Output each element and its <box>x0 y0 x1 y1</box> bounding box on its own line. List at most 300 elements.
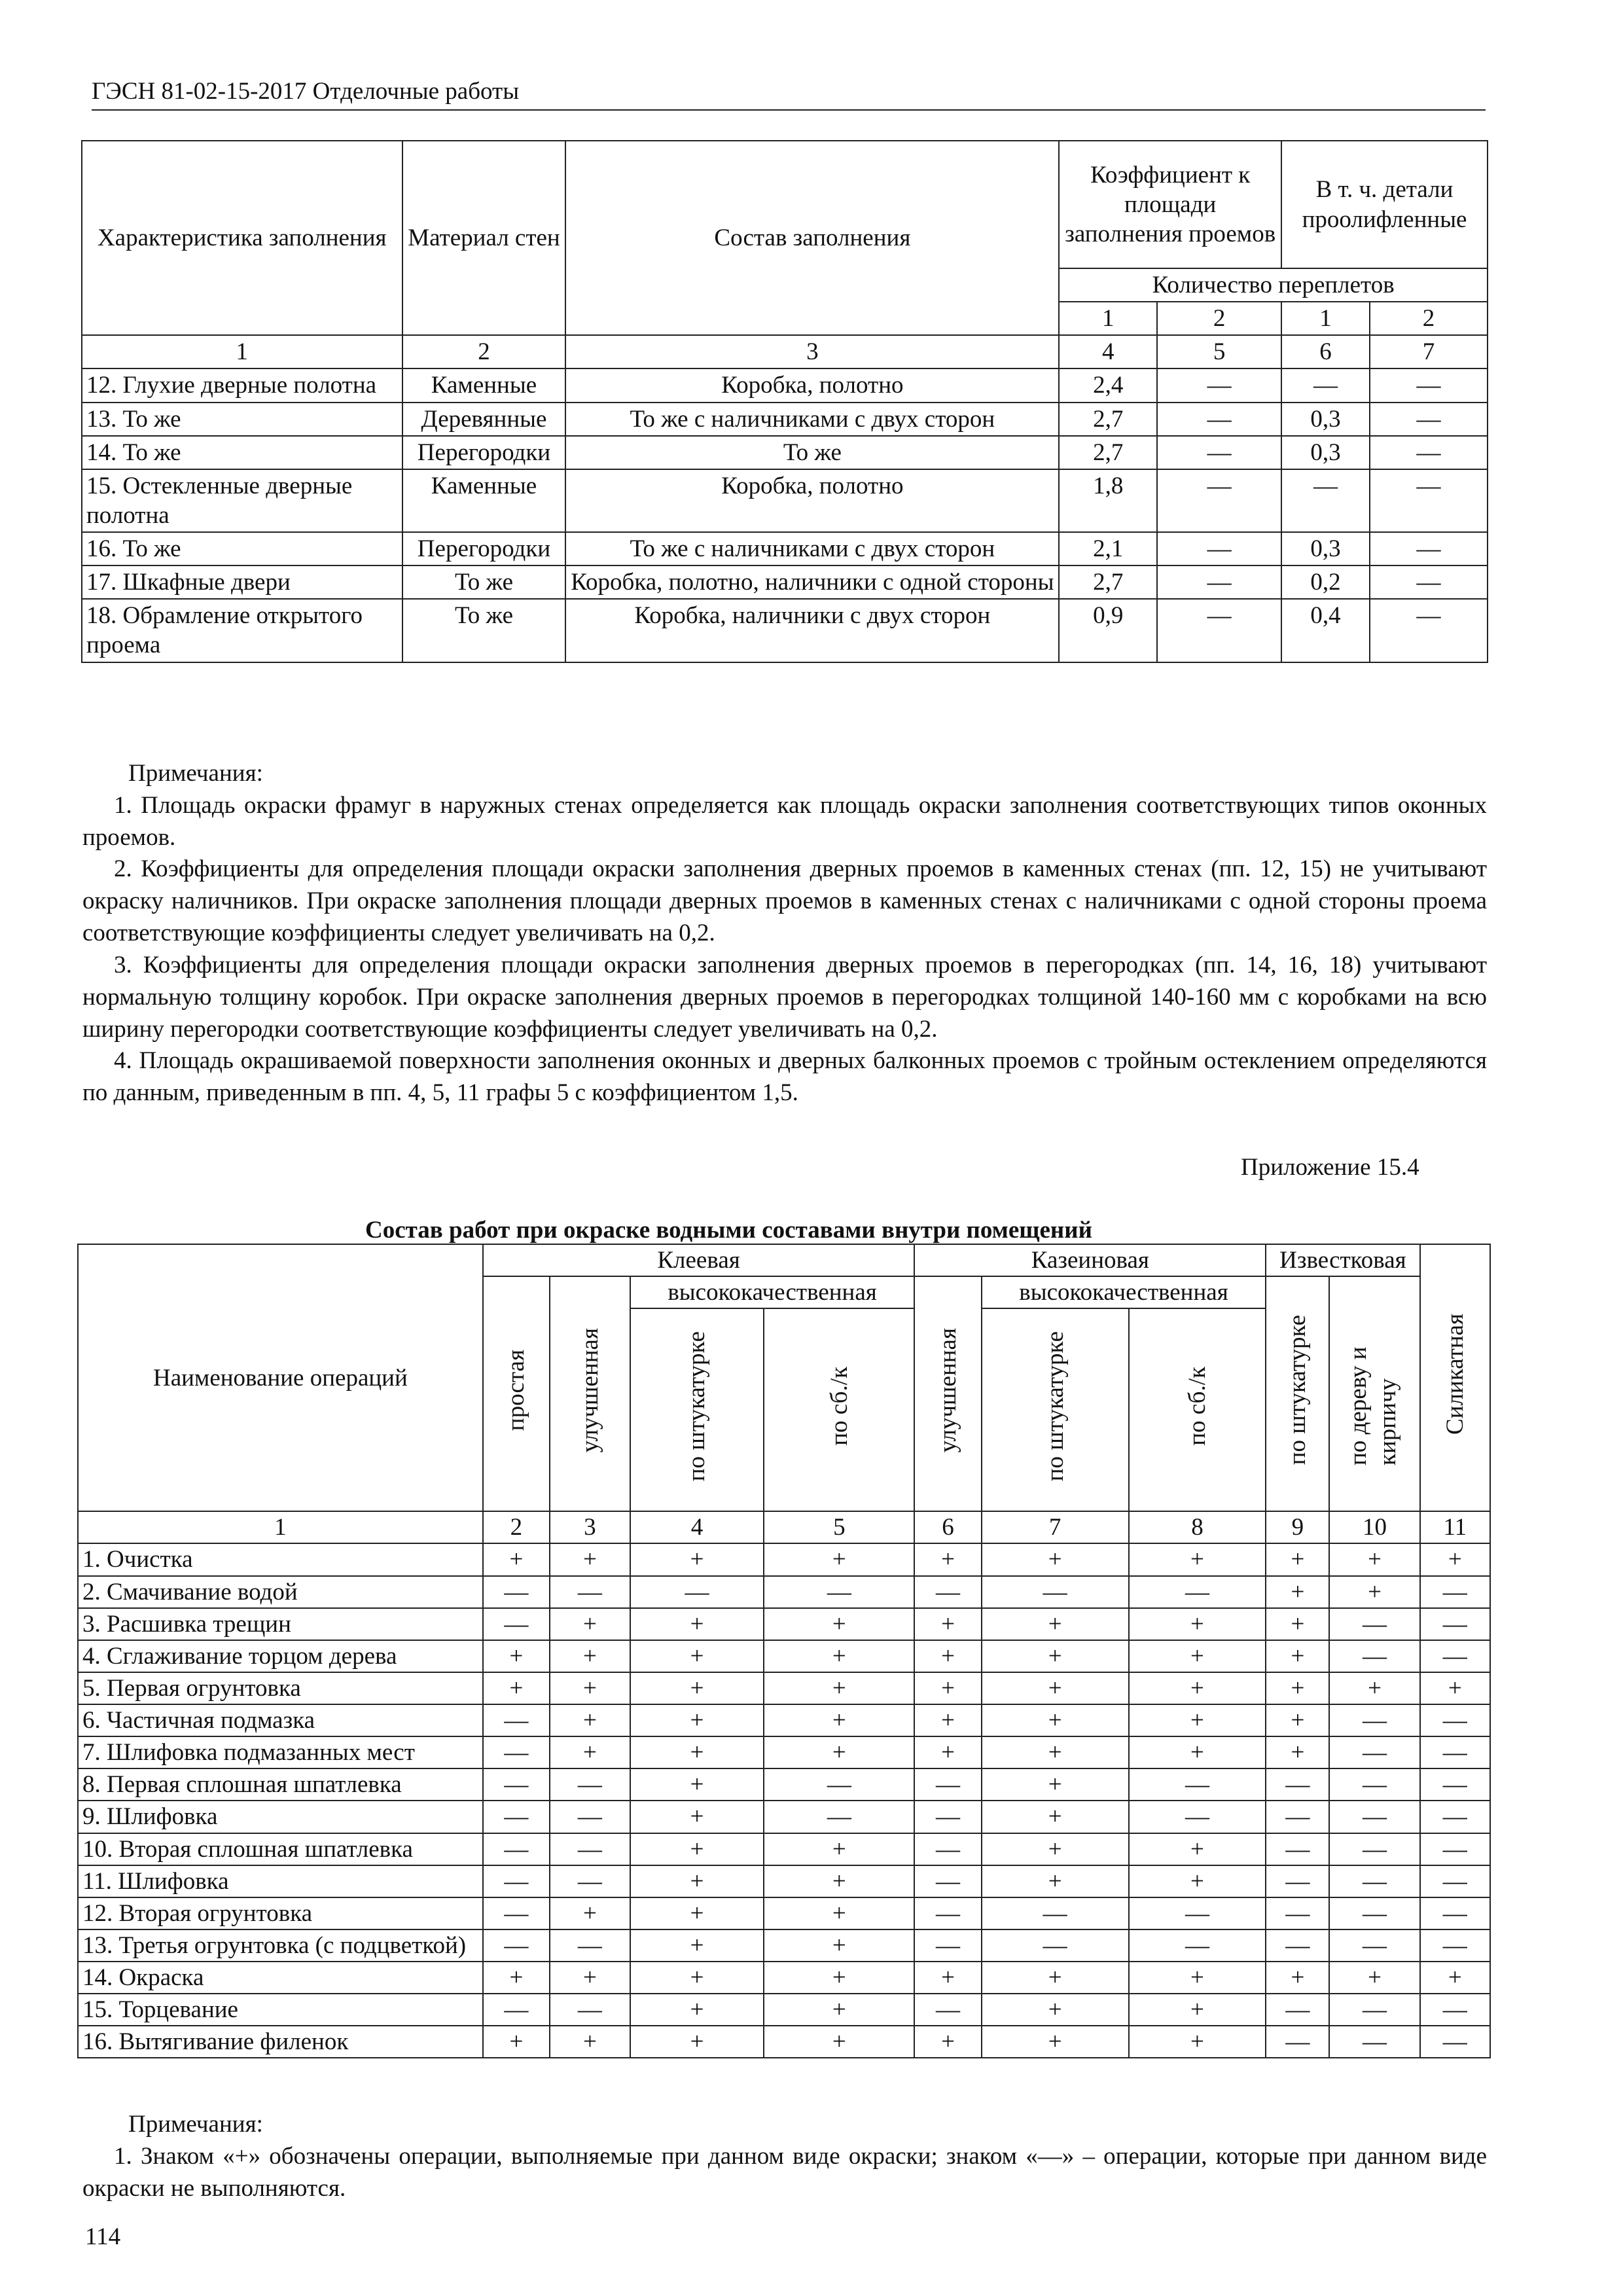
column-number: 2 <box>483 1511 550 1543</box>
operation-mark: — <box>1329 1994 1419 2026</box>
row-composition: Коробка, полотно <box>565 368 1059 402</box>
column-number: 11 <box>1420 1511 1490 1543</box>
operation-mark: — <box>914 1768 981 1801</box>
column-number: 9 <box>1266 1511 1329 1543</box>
operation-mark: + <box>550 1640 630 1672</box>
row-oiled-2: — <box>1370 403 1488 436</box>
operation-mark: + <box>982 1608 1129 1640</box>
operation-mark: — <box>550 1801 630 1833</box>
col-header-casein-improved: улучшенная <box>914 1276 981 1511</box>
row-coef-2: — <box>1157 436 1281 469</box>
row-oiled-1: 0,3 <box>1281 403 1370 436</box>
operation-mark: — <box>1329 1801 1419 1833</box>
operation-mark: — <box>1329 1897 1419 1929</box>
operation-mark: — <box>914 1576 981 1608</box>
operation-mark: — <box>914 1897 981 1929</box>
column-number: 4 <box>630 1511 764 1543</box>
row-coef-2: — <box>1157 565 1281 599</box>
sub-header: 1 <box>1059 302 1157 335</box>
operation-mark: + <box>982 1833 1129 1865</box>
column-number: 1 <box>82 335 402 368</box>
operation-mark: — <box>764 1576 914 1608</box>
operation-mark: — <box>914 1929 981 1962</box>
table-row <box>82 368 1488 402</box>
page-number: 114 <box>85 2223 121 2250</box>
table-row <box>78 1608 1490 1640</box>
row-oiled-2: — <box>1370 532 1488 565</box>
operation-name: 15. Торцевание <box>78 1994 483 2026</box>
operation-mark: — <box>1420 1801 1490 1833</box>
row-material: То же <box>402 599 566 662</box>
operation-mark: + <box>1129 1640 1266 1672</box>
coefficients-table <box>81 140 1488 663</box>
note-item: 3. Коэффициенты для определения площади окраски заполнения дверных проемов в перегородках (пп. 14, 16, 18) учитывают нормальную толщину коробок. При окраске заполнения дверных проемов в перегородках толщиной 140-160 мм с коробками на всю ширину перегородки соответствующие коэффициенты следует увеличивать на 0,2. <box>82 951 1487 1043</box>
operation-mark: — <box>1266 1865 1329 1897</box>
operation-name: 8. Первая сплошная шпатлевка <box>78 1768 483 1801</box>
column-number: 10 <box>1329 1511 1419 1543</box>
operation-mark: + <box>550 2026 630 2058</box>
operation-mark: + <box>1129 1736 1266 1768</box>
column-number: 7 <box>1370 335 1488 368</box>
row-oiled-2: — <box>1370 368 1488 402</box>
notes-title: Примечания: <box>128 760 263 787</box>
operation-mark: — <box>1420 1865 1490 1897</box>
operation-mark: — <box>1420 1640 1490 1672</box>
operation-mark: + <box>483 1640 550 1672</box>
operation-name: 14. Окраска <box>78 1962 483 1994</box>
operation-mark: — <box>483 1736 550 1768</box>
operation-name: 11. Шлифовка <box>78 1865 483 1897</box>
operation-mark: + <box>550 1543 630 1575</box>
row-name: 18. Обрамление открытого проема <box>82 599 402 662</box>
row-composition: Коробка, полотно <box>565 469 1059 532</box>
column-number: 8 <box>1129 1511 1266 1543</box>
operation-mark: + <box>630 1608 764 1640</box>
operation-mark: + <box>982 1543 1129 1575</box>
operation-mark: + <box>914 1640 981 1672</box>
col-header-casein-hq: высококачественная <box>982 1276 1266 1308</box>
operation-mark: — <box>1420 1929 1490 1962</box>
operation-name: 4. Сглаживание торцом дерева <box>78 1640 483 1672</box>
operation-mark: + <box>630 2026 764 2058</box>
operation-mark: + <box>982 2026 1129 2058</box>
row-coef-1: 2,4 <box>1059 368 1157 402</box>
row-oiled-1: 0,2 <box>1281 565 1370 599</box>
note-item: 2. Коэффициенты для определения площади окраски заполнения дверных проемов в каменных стенах (пп. 12, 15) не учитывают окраску наличников. При окраске заполнения площади дверных проемов в каменных стенах с наличниками с одной стороны проема соответствующие коэффициенты следует увеличивать на 0,2. <box>82 855 1487 947</box>
operation-mark: + <box>1329 1576 1419 1608</box>
table-row <box>78 1736 1490 1768</box>
operation-mark: + <box>550 1608 630 1640</box>
operation-mark: + <box>483 2026 550 2058</box>
operation-mark: + <box>914 1672 981 1704</box>
row-composition: То же с наличниками с двух сторон <box>565 403 1059 436</box>
page-header: ГЭСН 81-02-15-2017 Отделочные работы <box>92 77 1486 111</box>
operation-mark: + <box>914 1962 981 1994</box>
row-material: Деревянные <box>402 403 566 436</box>
operation-mark: — <box>1329 1768 1419 1801</box>
operation-mark: + <box>764 1736 914 1768</box>
col-header-casein: Казеиновая <box>914 1244 1266 1276</box>
operation-name: 2. Смачивание водой <box>78 1576 483 1608</box>
operation-mark: + <box>764 1897 914 1929</box>
column-number: 3 <box>550 1511 630 1543</box>
operation-mark: + <box>1266 1608 1329 1640</box>
table-row <box>82 565 1488 599</box>
row-composition: То же <box>565 436 1059 469</box>
operation-mark: + <box>982 1994 1129 2026</box>
operation-mark: — <box>483 1801 550 1833</box>
operation-mark: — <box>483 1929 550 1962</box>
operation-mark: + <box>1129 2026 1266 2058</box>
col-header-material: Материал стен <box>402 141 566 335</box>
operation-mark: + <box>764 1833 914 1865</box>
col-header-lime: Известковая <box>1266 1244 1419 1276</box>
operation-mark: — <box>1329 2026 1419 2058</box>
operation-mark: + <box>764 1865 914 1897</box>
operation-mark: + <box>914 1704 981 1736</box>
operation-name: 7. Шлифовка подмазанных мест <box>78 1736 483 1768</box>
operation-mark: + <box>630 1640 764 1672</box>
col-header-glue-prefab: по сб./к <box>764 1308 914 1511</box>
table-row <box>82 403 1488 436</box>
table-row <box>82 532 1488 565</box>
operation-mark: — <box>1329 1865 1419 1897</box>
operation-mark: + <box>764 1640 914 1672</box>
operation-mark: + <box>630 1865 764 1897</box>
operation-name: 1. Очистка <box>78 1543 483 1575</box>
operation-mark: — <box>1266 1801 1329 1833</box>
operation-mark: — <box>914 1994 981 2026</box>
sub-header: 1 <box>1281 302 1370 335</box>
row-oiled-1: 0,3 <box>1281 436 1370 469</box>
table-row <box>78 1801 1490 1833</box>
col-header-casein-plaster: по штукатурке <box>982 1308 1129 1511</box>
operation-mark: + <box>982 1736 1129 1768</box>
operation-mark: + <box>630 1994 764 2026</box>
column-number: 1 <box>78 1511 483 1543</box>
operation-mark: + <box>1329 1672 1419 1704</box>
operation-mark: — <box>1129 1576 1266 1608</box>
note-item: 1. Площадь окраски фрамуг в наружных стенах определяется как площадь окраски заполнения соответствующих типов оконных проемов. <box>82 791 1487 851</box>
column-number: 2 <box>402 335 566 368</box>
operation-mark: + <box>982 1865 1129 1897</box>
operation-mark: + <box>483 1962 550 1994</box>
operation-mark: — <box>630 1576 764 1608</box>
row-coef-1: 2,7 <box>1059 436 1157 469</box>
operation-mark: + <box>1129 1704 1266 1736</box>
operation-mark: — <box>1329 1736 1419 1768</box>
operation-mark: — <box>1420 1833 1490 1865</box>
operation-name: 9. Шлифовка <box>78 1801 483 1833</box>
notes-block-1 <box>82 758 1487 1109</box>
operation-mark: — <box>483 1897 550 1929</box>
operation-mark: — <box>1266 2026 1329 2058</box>
operation-mark: + <box>764 1704 914 1736</box>
notes-block-2 <box>82 2109 1487 2204</box>
operation-mark: — <box>1420 1704 1490 1736</box>
operation-name: 6. Частичная подмазка <box>78 1704 483 1736</box>
row-coef-1: 0,9 <box>1059 599 1157 662</box>
col-header-casein-prefab: по сб./к <box>1129 1308 1266 1511</box>
col-header-frames-count: Количество переплетов <box>1059 268 1488 302</box>
col-header-lime-plaster: по штукатурке <box>1266 1276 1329 1511</box>
table-row <box>78 1704 1490 1736</box>
row-name: 13. То же <box>82 403 402 436</box>
operation-mark: + <box>914 1736 981 1768</box>
col-header-operations: Наименование операций <box>78 1244 483 1511</box>
operation-mark: + <box>914 2026 981 2058</box>
operation-mark: — <box>483 1576 550 1608</box>
col-header-characteristic: Характеристика заполнения <box>82 141 402 335</box>
operation-mark: + <box>630 1672 764 1704</box>
operation-mark: + <box>982 1704 1129 1736</box>
operation-mark: — <box>483 1768 550 1801</box>
col-header-coefficient: Коэффициент к площади заполнения проемов <box>1059 141 1281 268</box>
row-material: Каменные <box>402 368 566 402</box>
operation-name: 5. Первая огрунтовка <box>78 1672 483 1704</box>
note-item: 1. Знаком «+» обозначены операции, выполняемые при данном виде окраски; знаком «—» – операции, которые при данном виде окраски не выполняются. <box>82 2142 1487 2202</box>
operation-mark: + <box>764 1929 914 1962</box>
operation-mark: — <box>1266 1929 1329 1962</box>
row-name: 15. Остекленные дверные полотна <box>82 469 402 532</box>
operation-mark: + <box>1266 1704 1329 1736</box>
operation-mark: — <box>550 1865 630 1897</box>
operation-mark: — <box>982 1897 1129 1929</box>
operation-mark: + <box>550 1672 630 1704</box>
operation-mark: — <box>1129 1801 1266 1833</box>
operation-mark: — <box>1420 2026 1490 2058</box>
operation-mark: + <box>630 1929 764 1962</box>
operation-mark: — <box>982 1576 1129 1608</box>
operation-mark: + <box>1129 1994 1266 2026</box>
row-material: Каменные <box>402 469 566 532</box>
operation-mark: + <box>764 1962 914 1994</box>
col-header-oiled-parts: В т. ч. детали проолифленные <box>1281 141 1488 268</box>
operation-mark: — <box>483 1833 550 1865</box>
operation-mark: — <box>483 1865 550 1897</box>
operation-mark: — <box>1329 1929 1419 1962</box>
column-number: 6 <box>1281 335 1370 368</box>
row-coef-2: — <box>1157 368 1281 402</box>
operation-mark: + <box>630 1897 764 1929</box>
row-coef-2: — <box>1157 599 1281 662</box>
table-row <box>78 1672 1490 1704</box>
row-coef-1: 2,1 <box>1059 532 1157 565</box>
operation-mark: — <box>1266 1768 1329 1801</box>
operation-mark: + <box>914 1543 981 1575</box>
operation-mark: — <box>550 1994 630 2026</box>
operation-mark: + <box>630 1768 764 1801</box>
operation-mark: — <box>1329 1608 1419 1640</box>
operation-name: 3. Расшивка трещин <box>78 1608 483 1640</box>
table-title: Состав работ при окраске водными составами внутри помещений <box>365 1217 1092 1244</box>
table-row <box>78 1994 1490 2026</box>
operation-mark: + <box>1420 1672 1490 1704</box>
operation-mark: + <box>764 1543 914 1575</box>
operation-mark: + <box>1129 1608 1266 1640</box>
operation-mark: + <box>764 1608 914 1640</box>
operation-mark: — <box>1420 1897 1490 1929</box>
table-row <box>78 1929 1490 1962</box>
operation-mark: + <box>630 1833 764 1865</box>
row-material: Перегородки <box>402 436 566 469</box>
operation-mark: + <box>550 1736 630 1768</box>
operation-mark: — <box>1129 1897 1266 1929</box>
operation-mark: — <box>914 1865 981 1897</box>
column-number: 7 <box>982 1511 1129 1543</box>
operation-mark: — <box>1266 1897 1329 1929</box>
row-name: 14. То же <box>82 436 402 469</box>
row-oiled-2: — <box>1370 565 1488 599</box>
col-header-composition: Состав заполнения <box>565 141 1059 335</box>
table-row <box>78 2026 1490 2058</box>
row-oiled-1: — <box>1281 469 1370 532</box>
operations-table <box>77 1244 1491 2058</box>
operation-mark: + <box>483 1543 550 1575</box>
operation-mark: + <box>982 1672 1129 1704</box>
row-oiled-2: — <box>1370 469 1488 532</box>
table-row <box>82 599 1488 662</box>
row-name: 17. Шкафные двери <box>82 565 402 599</box>
operation-mark: — <box>914 1833 981 1865</box>
col-header-glue: Клеевая <box>483 1244 915 1276</box>
table-row <box>82 469 1488 532</box>
table-row <box>78 1768 1490 1801</box>
operation-mark: + <box>1266 1576 1329 1608</box>
operation-mark: — <box>1329 1704 1419 1736</box>
table-row <box>78 1576 1490 1608</box>
operation-mark: + <box>764 2026 914 2058</box>
operation-mark: + <box>1266 1736 1329 1768</box>
operation-mark: + <box>914 1608 981 1640</box>
row-coef-2: — <box>1157 469 1281 532</box>
notes-title: Примечания: <box>128 2111 263 2138</box>
operation-mark: — <box>764 1801 914 1833</box>
operation-mark: — <box>1329 1833 1419 1865</box>
operation-mark: + <box>982 1640 1129 1672</box>
operation-mark: + <box>1420 1962 1490 1994</box>
row-material: То же <box>402 565 566 599</box>
table-row <box>78 1833 1490 1865</box>
operation-mark: + <box>483 1672 550 1704</box>
table-row <box>82 436 1488 469</box>
operation-mark: + <box>1266 1640 1329 1672</box>
row-coef-2: — <box>1157 532 1281 565</box>
operation-mark: + <box>630 1736 764 1768</box>
operation-mark: + <box>982 1962 1129 1994</box>
operation-mark: + <box>1266 1543 1329 1575</box>
row-oiled-1: — <box>1281 368 1370 402</box>
operation-mark: — <box>1420 1768 1490 1801</box>
operation-mark: — <box>550 1929 630 1962</box>
operation-mark: — <box>1329 1640 1419 1672</box>
operation-mark: — <box>1420 1994 1490 2026</box>
operation-mark: + <box>550 1704 630 1736</box>
operation-mark: + <box>764 1994 914 2026</box>
operation-mark: + <box>1129 1865 1266 1897</box>
table-row <box>78 1897 1490 1929</box>
operation-mark: — <box>1420 1608 1490 1640</box>
column-number: 5 <box>1157 335 1281 368</box>
operation-mark: + <box>1329 1543 1419 1575</box>
row-coef-1: 1,8 <box>1059 469 1157 532</box>
operation-mark: + <box>1129 1672 1266 1704</box>
operation-name: 13. Третья огрунтовка (с подцветкой) <box>78 1929 483 1962</box>
appendix-label: Приложение 15.4 <box>1241 1154 1419 1181</box>
col-header-glue-improved: улучшенная <box>550 1276 630 1511</box>
operation-mark: + <box>982 1768 1129 1801</box>
operation-mark: — <box>483 1608 550 1640</box>
row-name: 12. Глухие дверные полотна <box>82 368 402 402</box>
operation-mark: — <box>483 1994 550 2026</box>
operation-mark: — <box>1129 1768 1266 1801</box>
operation-mark: + <box>550 1897 630 1929</box>
operation-mark: + <box>1329 1962 1419 1994</box>
operation-mark: — <box>1266 1994 1329 2026</box>
row-material: Перегородки <box>402 532 566 565</box>
operation-mark: + <box>630 1962 764 1994</box>
operation-mark: — <box>550 1768 630 1801</box>
operation-mark: + <box>630 1801 764 1833</box>
column-number: 5 <box>764 1511 914 1543</box>
row-oiled-1: 0,4 <box>1281 599 1370 662</box>
operation-mark: — <box>550 1833 630 1865</box>
operation-mark: + <box>764 1672 914 1704</box>
operation-mark: — <box>550 1576 630 1608</box>
row-coef-2: — <box>1157 403 1281 436</box>
table-row <box>78 1865 1490 1897</box>
row-oiled-2: — <box>1370 599 1488 662</box>
operation-mark: + <box>630 1543 764 1575</box>
row-coef-1: 2,7 <box>1059 403 1157 436</box>
col-header-glue-plaster: по штукатурке <box>630 1308 764 1511</box>
operation-mark: — <box>1266 1833 1329 1865</box>
table-row <box>78 1962 1490 1994</box>
operation-mark: — <box>1420 1576 1490 1608</box>
operation-mark: — <box>1129 1929 1266 1962</box>
col-header-lime-wood: по дереву и кирпичу <box>1329 1276 1419 1511</box>
row-composition: То же с наличниками с двух сторон <box>565 532 1059 565</box>
operation-name: 10. Вторая сплошная шпатлевка <box>78 1833 483 1865</box>
operation-mark: — <box>483 1704 550 1736</box>
row-composition: Коробка, полотно, наличники с одной стороны <box>565 565 1059 599</box>
col-header-glue-hq: высококачественная <box>630 1276 915 1308</box>
row-coef-1: 2,7 <box>1059 565 1157 599</box>
operation-name: 12. Вторая огрунтовка <box>78 1897 483 1929</box>
operation-mark: — <box>914 1801 981 1833</box>
sub-header: 2 <box>1370 302 1488 335</box>
row-name: 16. То же <box>82 532 402 565</box>
row-oiled-2: — <box>1370 436 1488 469</box>
operation-mark: + <box>1129 1543 1266 1575</box>
operation-mark: — <box>1420 1736 1490 1768</box>
operation-mark: + <box>550 1962 630 1994</box>
col-header-glue-simple: простая <box>483 1276 550 1511</box>
operation-mark: — <box>982 1929 1129 1962</box>
operation-mark: + <box>1266 1962 1329 1994</box>
table-row <box>78 1543 1490 1575</box>
column-number: 3 <box>565 335 1059 368</box>
operation-mark: + <box>630 1704 764 1736</box>
row-composition: Коробка, наличники с двух сторон <box>565 599 1059 662</box>
table-row <box>78 1640 1490 1672</box>
operation-mark: + <box>1129 1833 1266 1865</box>
operation-mark: + <box>982 1801 1129 1833</box>
operation-mark: + <box>1420 1543 1490 1575</box>
row-oiled-1: 0,3 <box>1281 532 1370 565</box>
operation-name: 16. Вытягивание филенок <box>78 2026 483 2058</box>
column-number: 6 <box>914 1511 981 1543</box>
